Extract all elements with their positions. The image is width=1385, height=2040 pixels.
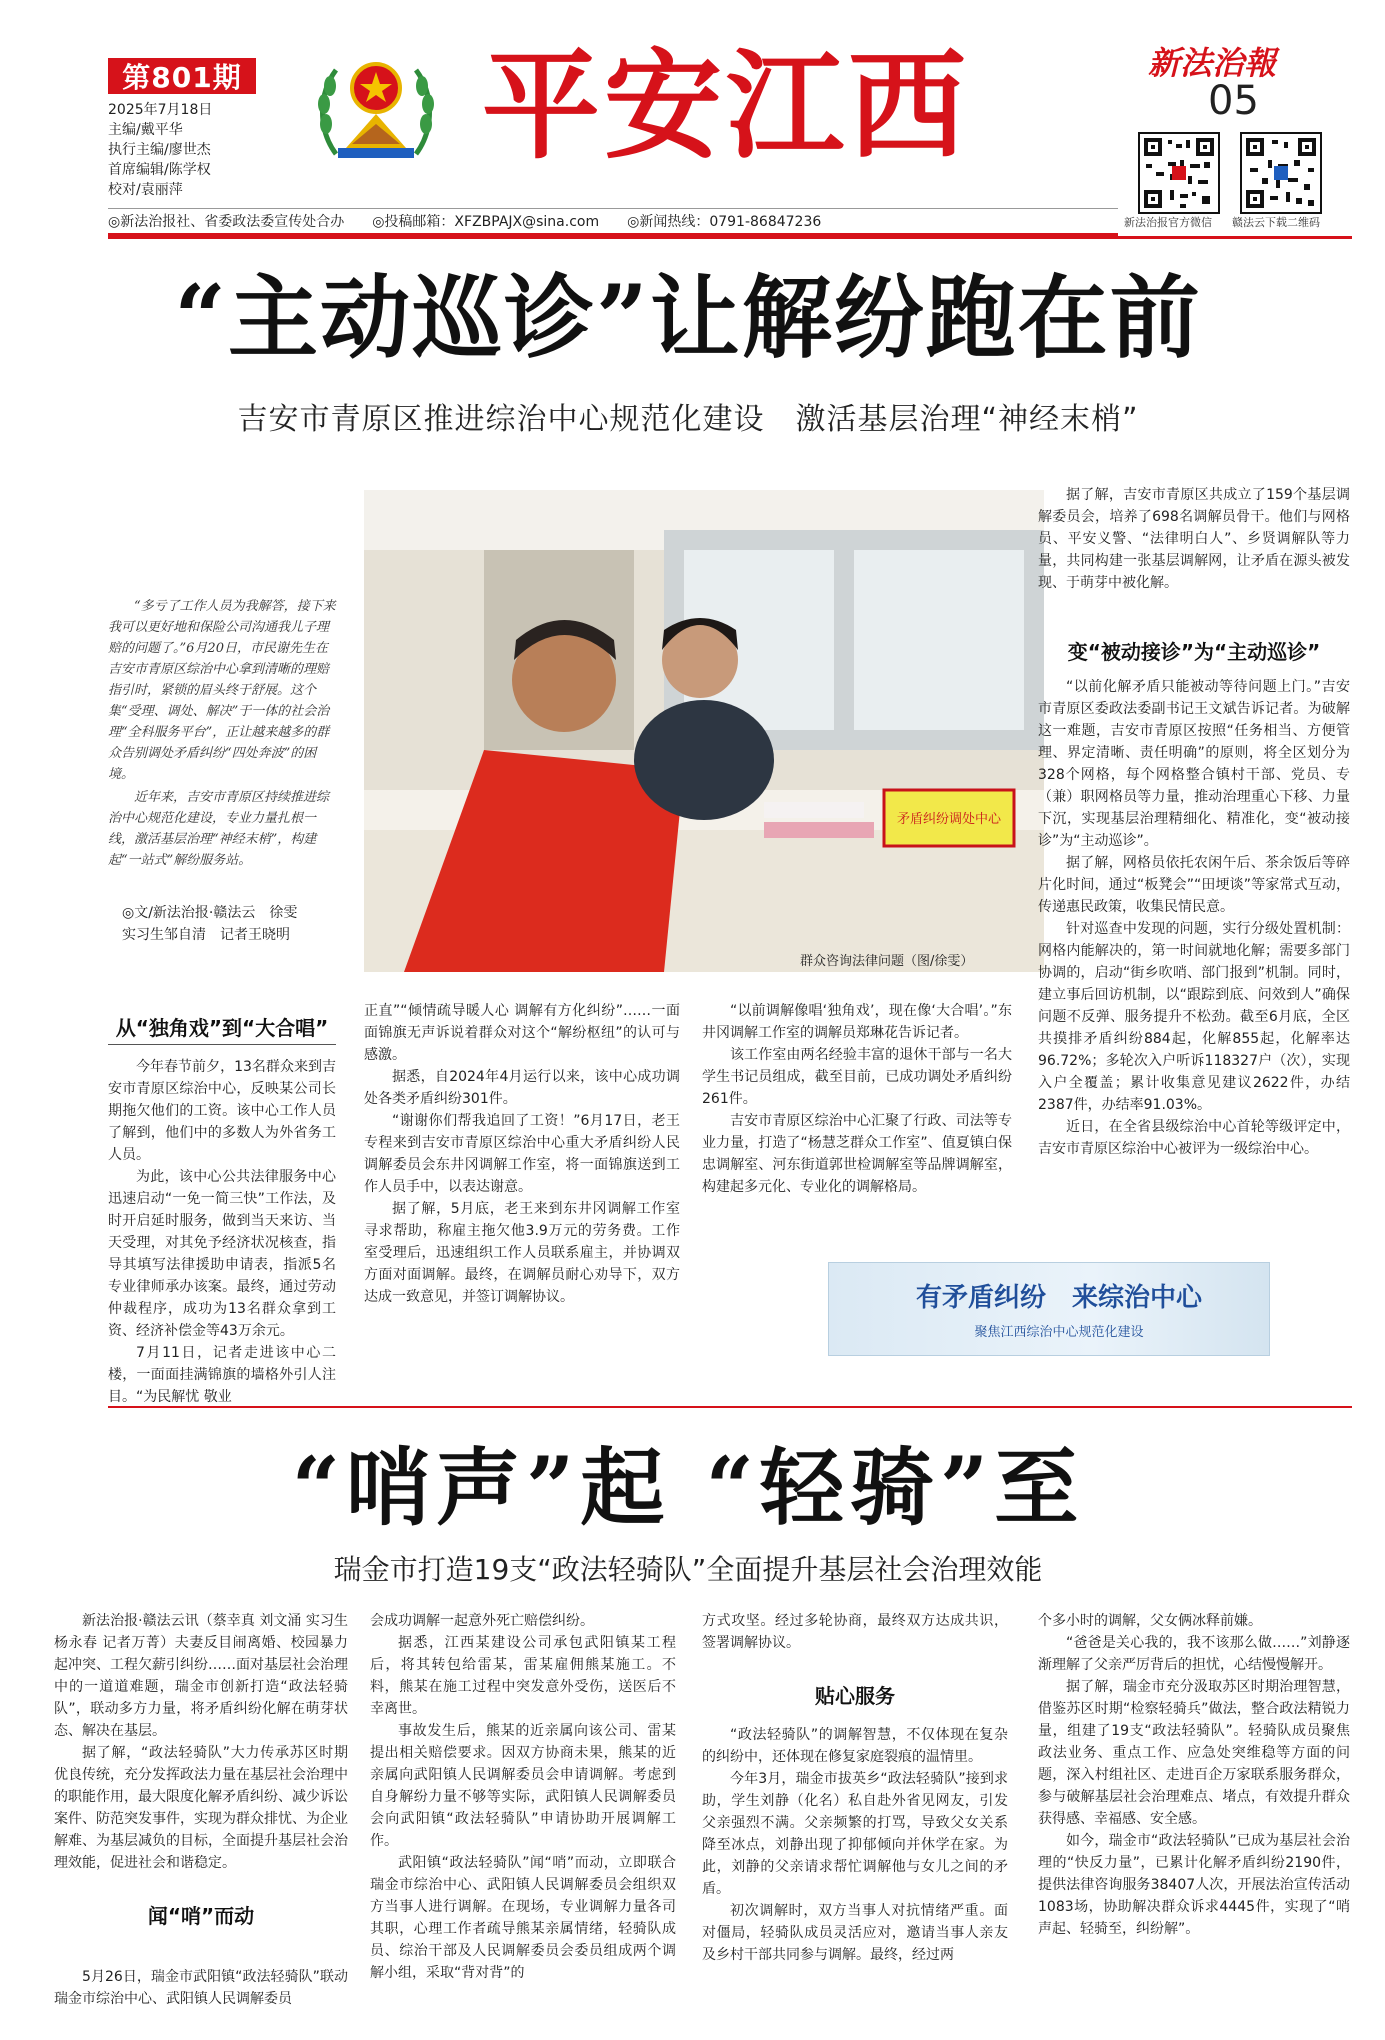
section-title: 从“独角戏”到“大合唱”	[115, 1016, 329, 1040]
news-photo	[364, 490, 1044, 972]
paragraph: 据了解，“政法轻骑队”大力传承苏区时期优良传统，充分发挥政法力量在基层社会治理中的职能作用，最大限度化解矛盾纠纷、减少诉讼案件、防范突发事件，实现为群众排忧、为企业解难、为基层减负的目标，全面提升基层社会治理效能，促进社会和谐稳定。	[54, 1745, 348, 1871]
paragraph: 会成功调解一起意外死亡赔偿纠纷。	[370, 1613, 594, 1629]
article-column	[702, 1000, 1012, 1198]
paragraph: 据了解，吉安市青原区共成立了159个基层调解委员会，培养了698名调解员骨干。他们与网格员、平安义警、“法律明白人”、乡贤调解队等力量，共同构建一张基层调解网，让矛盾在源头被发现、于萌芽中被化解。	[1038, 487, 1350, 591]
paragraph: 针对巡查中发现的问题，实行分级处置机制：网格内能解决的，第一时间就地化解；需要多部门协调的，启动“街乡吹哨、部门报到”机制。同时，建立事后回访机制，以“跟踪到底、问效到人”确保问题不反弹、服务提升不松劲。截至6月底，全区共摸排矛盾纠纷884起，化解855起，化解率达96.72%；多轮次入户听诉118327户（次），实现入户全覆盖；累计收集意见建议2622件，办结2387件，办结率91.03%。	[1038, 921, 1350, 1113]
paragraph: 该工作室由两名经验丰富的退休干部与一名大学生书记员组成，截至目前，已成功调处矛盾纠纷261件。	[702, 1047, 1012, 1107]
story-divider	[108, 1406, 1352, 1408]
article-column	[1038, 484, 1350, 594]
paragraph: 据了解，网格员依托农闲午后、茶余饭后等碎片化时间，通过“板凳会”“田埂谈”等家常式互动，传递惠民政策，收集民情民意。	[1038, 855, 1350, 915]
paragraph: 个多小时的调解，父女俩冰释前嫌。	[1038, 1613, 1262, 1629]
story1-byline	[108, 902, 336, 946]
paragraph: 今年春节前夕，13名群众来到吉安市青原区综治中心，反映某公司长期拖欠他们的工资。该中心工作人员了解到，他们中的多数人为外省务工人员。	[108, 1059, 336, 1163]
banner-subtitle: 聚焦江西综治中心规范化建设	[974, 1325, 1144, 1340]
section-title: 变“被动接诊”为“主动巡诊”	[1067, 640, 1321, 664]
paragraph: 为此，该中心公共法律服务中心迅速启动“一免一简三快”工作法，及时开启延时服务，做到当天来访、当天受理，对其免予经济状况核查，指导其填写法律援助申请表，指派5名专业律师承办该案。最终，通过劳动仲裁程序，成功为13名群众拿到工资、经济补偿金等43万余元。	[108, 1169, 336, 1339]
paragraph: 武阳镇“政法轻骑队”闻“哨”而动，立即联合瑞金市综治中心、武阳镇人民调解委员会组织双方当事人进行调解。在现场，专业调解力量各司其职，心理工作者疏导熊某亲属情绪，轻骑队成员、综治干部及人民调解委员会委员组成两个调解小组，采取“背对背”的	[370, 1855, 676, 1981]
section-rule	[108, 1044, 336, 1045]
desk-sign: 矛盾纠纷调处中心	[896, 812, 1001, 827]
paragraph: 事故发生后，熊某的近亲属向该公司、雷某提出相关赔偿要求。因双方协商未果，熊某的近亲属向武阳镇人民调解委员会申请调解。考虑到自身解纷力量不够等实际，武阳镇人民调解委员会向武阳镇“政法轻骑队”申请协助开展调解工作。	[370, 1723, 676, 1849]
paragraph: “政法轻骑队”的调解智慧，不仅体现在复杂的纠纷中，还体现在修复家庭裂痕的温情里。	[702, 1727, 1008, 1765]
paragraph: 正直”“倾情疏导暖人心 调解有方化纠纷”……一面面锦旗无声诉说着群众对这个“解纷枢纽”的认可与感激。	[364, 1003, 680, 1063]
intro-paragraph: “多亏了工作人员为我解答，接下来我可以更好地和保险公司沟通我儿子理赔的问题了。”6月20日，市民谢先生在吉安市青原区综治中心拿到清晰的理赔指引时，紧锁的眉头终于舒展。这个集“受理、调处、解决”于一体的社会治理“全科服务平台”，正让越来越多的群众告别调处矛盾纠纷“四处奔波”的困境。	[108, 599, 336, 782]
byline-line: 实习生邹自清 记者王晓明	[122, 927, 290, 943]
qr-caption: 新法治报官方微信	[1124, 216, 1212, 229]
qr-code-icon	[1138, 132, 1220, 214]
paragraph: 据了解，5月底，老王来到东井冈调解工作室寻求帮助，称雇主拖欠他3.9万元的劳务费。工作室受理后，迅速组织工作人员联系雇主，并协调双方面对面调解。最终，在调解员耐心劝导下，双方达成一致意见，并签订调解协议。	[364, 1201, 680, 1305]
article-column	[108, 1056, 336, 1408]
paragraph: “以前化解矛盾只能被动等待问题上门。”吉安市青原区委政法委副书记王文斌告诉记者。为破解这一难题，吉安市青原区按照“任务相当、方便管理、界定清晰、责任明确”的原则，将全区划分为328个网格，每个网格整合镇村干部、党员、专（兼）职网格员等力量，推动治理重心下移、力量下沉，实现基层治理精细化、精准化，变“被动接诊”为“主动巡诊”。	[1038, 679, 1350, 849]
paragraph: 方式攻坚。经过多轮协商，最终双方达成共识，签署调解协议。	[702, 1613, 1008, 1651]
promo-banner	[828, 1262, 1270, 1356]
qr-code-icon	[1240, 132, 1322, 214]
masthead-rule	[108, 236, 1352, 239]
article-column	[54, 1966, 348, 2010]
police-emblem-icon	[312, 44, 440, 172]
banner-slogan: 有矛盾纠纷 来综治中心	[915, 1283, 1202, 1313]
paragraph: 7月11日，记者走进该中心二楼，一面面挂满锦旗的墙格外引人注目。“为民解忧 敬业	[108, 1345, 336, 1405]
article-column	[364, 1000, 680, 1308]
headline-2: “哨声”起 “轻骑”至	[291, 1438, 1085, 1537]
issue-badge: 第801期	[108, 58, 256, 94]
paragraph: 今年3月，瑞金市拔英乡“政法轻骑队”接到求助，学生刘静（化名）私自赴外省见网友，引发父亲强烈不满。父亲频繁的打骂，导致父女关系降至冰点，刘静出现了抑郁倾向并休学在家。为此，刘静的父亲请求帮忙调解他与女儿之间的矛盾。	[702, 1771, 1008, 1897]
page-number: 05	[1208, 78, 1259, 124]
paragraph: “谢谢你们帮我追回了工资！”6月17日，老王专程来到吉安市青原区综治中心重大矛盾纠纷人民调解委员会东井冈调解工作室，将一面锦旗送到工作人员手中，以表达谢意。	[364, 1113, 680, 1195]
paragraph: “以前调解像唱‘独角戏’，现在像‘大合唱’。”东井冈调解工作室的调解员郑琳花告诉记者。	[702, 1003, 1012, 1041]
qr-caption: 赣法云下载二维码	[1232, 216, 1320, 229]
editor-line: 首席编辑/陈学权	[108, 162, 211, 178]
article-column	[370, 1610, 676, 1984]
email-line: ◎投稿邮箱：XFZBPAJX@sina.com	[372, 214, 600, 230]
byline-line: ◎文/新法治报·赣法云 徐雯	[122, 905, 298, 921]
brand-logo: 新法治報	[1148, 44, 1277, 82]
paragraph: 据悉，江西某建设公司承包武阳镇某工程后，将其转包给雷某，雷某雇佣熊某施工。不料，熊某在施工过程中突发意外受伤，送医后不幸离世。	[370, 1635, 676, 1717]
article-column	[1038, 676, 1350, 1160]
headline-1: “主动巡诊”让解纷跑在前	[174, 265, 1202, 371]
subhead-2: 瑞金市打造19支“政法轻骑队”全面提升基层社会治理效能	[333, 1553, 1043, 1586]
contact-bar	[108, 208, 1118, 236]
photo-caption: 群众咨询法律问题（图/徐雯）	[800, 954, 974, 969]
publisher-line: ◎新法治报社、省委政法委宣传处合办	[108, 214, 345, 230]
paragraph: 吉安市青原区综治中心汇聚了行政、司法等专业力量，打造了“杨慧芝群众工作室”、值夏镇白保忠调解室、河东街道郭世检调解室等品牌调解室，构建起多元化、专业化的调解格局。	[702, 1113, 1012, 1195]
paragraph: 据悉，自2024年4月运行以来，该中心成功调处各类矛盾纠纷301件。	[364, 1069, 680, 1107]
paragraph: 据了解，瑞金市充分汲取苏区时期治理智慧，借鉴苏区时期“检察轻骑兵”做法，整合政法精锐力量，组建了19支“政法轻骑队”。轻骑队成员聚焦政法业务、重点工作、应急处突维稳等方面的问题，深入村组社区、走进百企万家联系服务群众，参与破解基层社会治理难点、堵点，有效提升群众获得感、幸福感、安全感。	[1038, 1679, 1350, 1827]
masthead-title: 平安江西	[482, 36, 971, 175]
issue-date: 2025年7月18日	[108, 102, 213, 118]
editor-line: 执行主编/廖世杰	[108, 142, 211, 158]
article-column	[54, 1610, 348, 1874]
paragraph: 近日，在全省县级综治中心首轮等级评定中，吉安市青原区综治中心被评为一级综治中心。	[1038, 1119, 1350, 1157]
story1-intro	[108, 596, 336, 873]
editor-line: 主编/戴平华	[108, 122, 183, 138]
paragraph: 如今，瑞金市“政法轻骑队”已成为基层社会治理的“快反力量”，已累计化解矛盾纠纷2190件，提供法律咨询服务38407人次，开展法治宣传活动1083场，协助解决群众诉求4445件，实现了“哨声起、轻骑至，纠纷解”。	[1038, 1833, 1350, 1937]
subhead-1: 吉安市青原区推进综治中心规范化建设 激活基层治理“神经末梢”	[237, 402, 1139, 437]
section-title: 贴心服务	[815, 1684, 895, 1708]
hotline-line: ◎新闻热线：0791-86847236	[627, 214, 822, 230]
article-column	[702, 1724, 1008, 1966]
editor-line: 校对/袁丽萍	[108, 182, 183, 198]
section-title: 闻“哨”而动	[147, 1904, 255, 1928]
paragraph: 初次调解时，双方当事人对抗情绪严重。面对僵局，轻骑队成员灵活应对，邀请当事人亲友及乡村干部共同参与调解。最终，经过两	[702, 1903, 1008, 1963]
intro-paragraph: 近年来，吉安市青原区持续推进综治中心规范化建设，专业力量扎根一线，激活基层治理“神经末梢”，构建起“一站式”解纷服务站。	[108, 790, 330, 868]
paragraph: 5月26日，瑞金市武阳镇“政法轻骑队”联动瑞金市综治中心、武阳镇人民调解委员	[54, 1969, 348, 2007]
paragraph: “爸爸是关心我的，我不该那么做……”刘静逐渐理解了父亲严厉背后的担忧，心结慢慢解开。	[1038, 1635, 1350, 1673]
article-column	[1038, 1610, 1350, 1940]
paragraph: 新法治报·赣法云讯（蔡幸真 刘文涌 实习生杨永春 记者万菁）夫妻反目闹离婚、校园暴力起冲突、工程欠薪引纠纷……面对基层社会治理中的一道道难题，瑞金市创新打造“政法轻骑队”，联动多方力量，将矛盾纠纷化解在萌芽状态、解决在基层。	[54, 1613, 348, 1739]
article-column	[702, 1610, 1008, 1654]
issue-meta	[108, 100, 328, 200]
